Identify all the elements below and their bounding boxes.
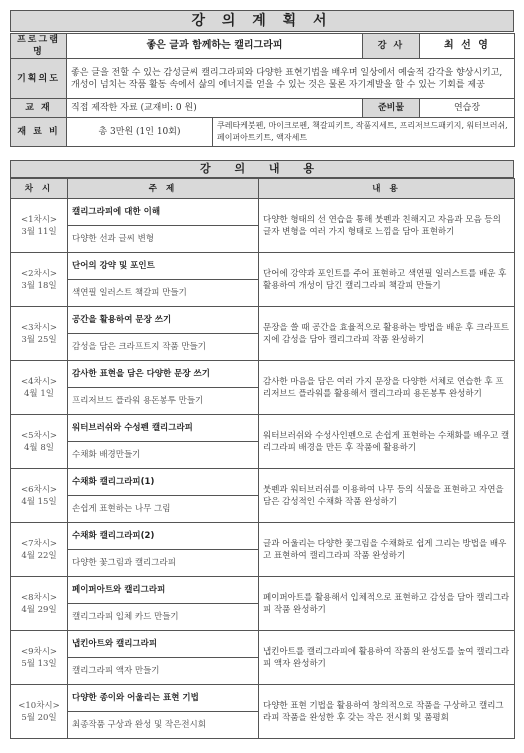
session-row xyxy=(11,577,515,604)
session-row xyxy=(11,469,515,496)
instructor-label: 강 사 xyxy=(363,34,420,59)
supplies-value: 연습장 xyxy=(420,99,515,118)
session-activity: 수채화 배경만들기 xyxy=(68,442,259,469)
session-number-cell xyxy=(11,577,68,631)
session-date: 4월 15일 xyxy=(21,496,57,507)
session-row xyxy=(11,361,515,388)
program-value: 좋은 글과 함께하는 캘리그라피 xyxy=(67,34,363,59)
info-table xyxy=(10,33,515,147)
intent-label: 기획의도 xyxy=(11,59,67,99)
session-number-cell xyxy=(11,415,68,469)
session-description: 다양한 형태의 선 연습을 통해 붓펜과 친해지고 자음과 모음 등의 글자 변형을 여러 가지 형태로 느낌을 담아 표현하기 xyxy=(259,199,515,253)
session-row xyxy=(11,415,515,442)
session-number-cell xyxy=(11,361,68,415)
session-description: 냅킨아트를 캘리그라피에 활용하여 작품의 완성도를 높여 캘리그라피 액자 완성하기 xyxy=(259,631,515,685)
session-topic: 캘리그라피에 대한 이해 xyxy=(68,199,259,226)
session-date: 5월 13일 xyxy=(21,658,57,669)
textbook-row xyxy=(11,99,515,118)
session-description: 감사한 마음을 담은 여러 가지 문장을 다양한 서체로 연습한 후 프리저브드 플라워를 활용해서 캘리그라피 용돈봉투 완성하기 xyxy=(259,361,515,415)
session-date: 3월 25일 xyxy=(21,334,57,345)
session-topic: 수채화 캘리그라피(1) xyxy=(68,469,259,496)
session-number: <5차시> xyxy=(20,430,58,441)
session-number-cell xyxy=(11,307,68,361)
session-topic: 냅킨아트와 캘리그라피 xyxy=(68,631,259,658)
materials-value: 총 3만원 (1인 10회) xyxy=(67,118,213,147)
session-activity: 손쉽게 표현하는 나무 그림 xyxy=(68,496,259,523)
column-header-session: 차 시 xyxy=(11,179,68,199)
session-date: 4월 29일 xyxy=(21,604,57,615)
session-topic: 다양한 종이와 어울리는 표현 기법 xyxy=(68,685,259,712)
session-activity: 다양한 선과 글씨 변형 xyxy=(68,226,259,253)
session-date: 3월 11일 xyxy=(21,226,57,237)
session-topic: 페이퍼아트와 캘리그라피 xyxy=(68,577,259,604)
session-date: 5월 20일 xyxy=(21,712,57,723)
sessions-header-row xyxy=(11,179,515,199)
session-row xyxy=(11,199,515,226)
session-number-cell xyxy=(11,199,68,253)
materials-items: 쿠레타케붓펜, 마이크로펜, 책갈피키트, 작품지세트, 프리저브드패키지, 워터브러쉬, 페이퍼아트키트, 액자세트 xyxy=(213,118,515,147)
session-number: <8차시> xyxy=(20,592,58,603)
session-activity: 캘리그라피 입체 카드 만들기 xyxy=(68,604,259,631)
session-number: <3차시> xyxy=(20,322,58,333)
session-description: 단어에 강약과 포인트를 주어 표현하고 색연필 일러스트를 배운 후 활용하여 개성이 담긴 캘리그라피 책갈피 만들기 xyxy=(259,253,515,307)
session-description: 문장을 쓸 때 공간을 효율적으로 활용하는 방법을 배운 후 크라프트지에 감성을 담아 캘리그라피 작품 완성하기 xyxy=(259,307,515,361)
page-title: 강 의 계 획 서 xyxy=(10,10,514,32)
textbook-value: 직접 제작한 자료 (교재비: 0 원) xyxy=(67,99,363,118)
session-number: <10차시> xyxy=(18,700,60,711)
session-activity: 다양한 꽃그림과 캘리그라피 xyxy=(68,550,259,577)
session-activity: 색연필 일러스트 책갈피 만들기 xyxy=(68,280,259,307)
materials-label: 재 료 비 xyxy=(11,118,67,147)
session-topic: 감사한 표현을 담은 다양한 문장 쓰기 xyxy=(68,361,259,388)
session-number-cell xyxy=(11,469,68,523)
session-row xyxy=(11,631,515,658)
session-number: <4차시> xyxy=(20,376,58,387)
section-title: 강 의 내 용 xyxy=(10,160,514,178)
intent-value: 좋은 글을 전할 수 있는 감성글씨 캘리그라피와 다양한 표현기법을 배우며 일상에서 예술적 감각을 향상시키고, 개성이 넘치는 작품 활동 속에서 삶의 에너지를 얻을 수 있는 것은 물론 자기계발을 할 수 있는 기회를 제공 xyxy=(67,59,515,99)
session-number: <7차시> xyxy=(20,538,58,549)
session-number: <2차시> xyxy=(20,268,58,279)
session-activity: 프리저브드 플라워 용돈봉투 만들기 xyxy=(68,388,259,415)
session-topic: 단어의 강약 및 포인트 xyxy=(68,253,259,280)
session-number: <1차시> xyxy=(20,214,58,225)
session-topic: 수채화 캘리그라피(2) xyxy=(68,523,259,550)
intent-row xyxy=(11,59,515,99)
column-header-content: 내 용 xyxy=(259,179,515,199)
session-activity: 감성을 담은 크라프트지 작품 만들기 xyxy=(68,334,259,361)
session-date: 3월 18일 xyxy=(21,280,57,291)
instructor-value: 최 선 영 xyxy=(420,34,515,59)
session-number-cell xyxy=(11,523,68,577)
supplies-label: 준비물 xyxy=(363,99,420,118)
session-number-cell xyxy=(11,253,68,307)
program-row xyxy=(11,34,515,59)
textbook-label: 교 재 xyxy=(11,99,67,118)
session-description: 워터브러쉬와 수성사인펜으로 손쉽게 표현하는 수채화를 배우고 캘리그라피 배경을 만든 후 작품에 활용하기 xyxy=(259,415,515,469)
column-header-topic: 주 제 xyxy=(68,179,259,199)
session-row xyxy=(11,253,515,280)
session-description: 페이퍼아트를 활용해서 입체적으로 표현하고 감성을 담아 캘리그라피 작품 완성하기 xyxy=(259,577,515,631)
session-description: 다양한 표현 기법을 활용하여 창의적으로 작품을 구상하고 캘리그라피 작품을 완성한 후 갖는 작은 전시회 및 품평회 xyxy=(259,685,515,739)
session-description: 글과 어울리는 다양한 꽃그림을 수채화로 쉽게 그리는 방법을 배우고 표현하여 캘리그라피 작품 완성하기 xyxy=(259,523,515,577)
session-topic: 워터브러쉬와 수성펜 캘리그라피 xyxy=(68,415,259,442)
session-date: 4월 8일 xyxy=(24,442,54,453)
materials-row xyxy=(11,118,515,147)
session-description: 붓펜과 워터브러쉬를 이용하여 나무 등의 식물을 표현하고 자연을 담은 감성적인 수채화 작품 완성하기 xyxy=(259,469,515,523)
program-label: 프로그램명 xyxy=(11,34,67,59)
session-date: 4월 1일 xyxy=(24,388,54,399)
session-number: <6차시> xyxy=(20,484,58,495)
session-number-cell xyxy=(11,685,68,739)
session-number-cell xyxy=(11,631,68,685)
session-row xyxy=(11,307,515,334)
sessions-table xyxy=(10,178,515,739)
session-row xyxy=(11,523,515,550)
session-number: <9차시> xyxy=(20,646,58,657)
sessions-body xyxy=(11,199,515,739)
session-activity: 최종작품 구상과 완성 및 작은전시회 xyxy=(68,712,259,739)
session-row xyxy=(11,685,515,712)
session-activity: 캘리그라피 액자 만들기 xyxy=(68,658,259,685)
session-topic: 공간을 활용하여 문장 쓰기 xyxy=(68,307,259,334)
session-date: 4월 22일 xyxy=(21,550,57,561)
